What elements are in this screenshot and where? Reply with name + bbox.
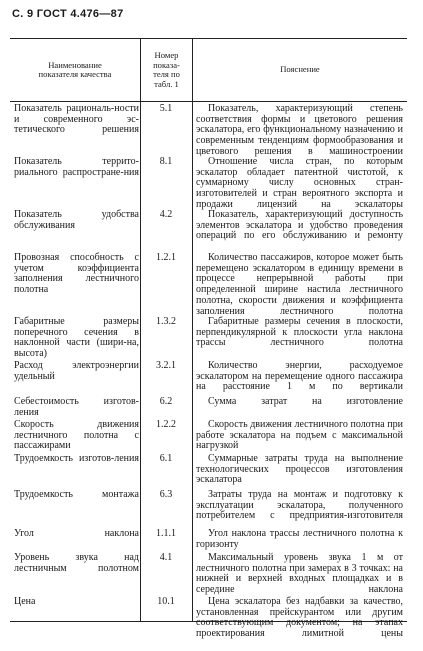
indicator-name: Цена (14, 596, 36, 607)
indicator-name: Трудоемкость изготов-ления (14, 453, 139, 464)
indicator-number: 4.1 (159, 552, 173, 563)
indicator-name: Габаритные размеры поперечного сечения в наклонной части (шири-на, высота) (14, 316, 139, 360)
indicator-name: Трудоемкость монтажа (14, 489, 139, 500)
indicator-explanation: Угол наклона трассы лестничного полотна к горизонту (196, 528, 403, 550)
header-divider (10, 101, 407, 102)
indicator-explanation: Количество энергии, расходуемое эскалатором на перемещение одного пассажира на расстояние 1 м по вертикали (196, 360, 403, 393)
indicator-explanation: Максимальный уровень звука 1 м от лестничного полотна при замерах в 3 точках: на нижней и верхней входных площадках и в середине наклона (196, 552, 403, 596)
indicator-number: 1.2.2 (156, 419, 176, 430)
indicator-number: 1.2.1 (156, 252, 176, 263)
indicator-explanation: Сумма затрат на изготовление (208, 396, 403, 407)
indicator-name: Расход электроэнергии удельный (14, 360, 139, 382)
indicator-name: Себестоимость изготов-ления (14, 396, 139, 418)
indicator-explanation: Габаритные размеры сечения в плоскости, перпендикулярной к плоскости угла наклона трассы лестничного полотна (196, 316, 403, 349)
column-header-explanation: Пояснение (280, 64, 320, 75)
indicator-explanation: Затраты труда на монтаж и подготовку к эксплуатации эскалатора, полученного потребителем с предприятия-изготовителя (196, 489, 403, 522)
indicator-explanation: Отношение числа стран, по которым эскалатор обладает патентной чистотой, к суммарному числу основных стран-изготовителей и стран вероятного экспорта и продажи лицензий на эскалаторы (196, 156, 403, 210)
indicator-explanation: Скорость движения лестничного полотна при работе эскалатора на подъем с максимальной нагрузкой (196, 419, 403, 452)
indicator-name: Провозная способность с учетом коэффициента заполнения лестничного полотна (14, 252, 139, 296)
indicator-name: Скорость движения лестничного полотна с пассажирами (14, 419, 139, 452)
indicator-explanation: Количество пассажиров, которое может быть перемещено эскалатором в единицу времени в процессе непрерывной работы при определенной ширине настила лестничного полотна, скорости движения и коэффициента заполнения лестничного полотна (196, 252, 403, 317)
indicator-explanation: Суммарные затраты труда на выполнение технологических процессов изготовления эскалатора (196, 453, 403, 486)
column-divider (140, 39, 141, 621)
indicator-number: 6.1 (159, 453, 173, 464)
quality-indicators-table (10, 38, 407, 640)
indicator-number: 6.3 (159, 489, 173, 500)
indicator-explanation: Показатель, характеризующий доступность элементов эскалатора и удобство проведения операций по его обслуживанию и ремонту (196, 209, 403, 242)
indicator-number: 10.1 (157, 596, 175, 607)
indicator-number: 6.2 (159, 396, 173, 407)
indicator-number: 3.2.1 (156, 360, 176, 371)
page-header: С. 9 ГОСТ 4.476—87 (12, 8, 124, 20)
column-header-number: Номер показа- теля по табл. 1 (153, 50, 180, 89)
indicator-name: Уровень звука над лестничным полотном (14, 552, 139, 574)
indicator-number: 8.1 (159, 156, 173, 167)
indicator-number: 4.2 (159, 209, 173, 220)
indicator-number: 5.1 (159, 103, 173, 114)
indicator-number: 1.1.1 (156, 528, 176, 539)
indicator-explanation: Цена эскалатора без надбавки за качество, установленная прейскурантом или другим соответствующим документом; на этапах проектирования лимитной цены (196, 596, 403, 640)
column-divider (192, 39, 193, 621)
indicator-explanation: Показатель, характеризующий степень соответствия формы и цветового решения эскалатора, его функциональному назначению и современным тенденциям формообразования и цветового решения в машиностроении (196, 103, 403, 157)
indicator-name: Показатель удобства обслуживания (14, 209, 139, 231)
indicator-name: Показатель террито-риального распростране-ния (14, 156, 139, 178)
indicator-number: 1.3.2 (156, 316, 176, 327)
indicator-name: Угол наклона (14, 528, 139, 539)
column-header-name: Наименование показателя качества (38, 59, 112, 79)
indicator-name: Показатель рациональ-ности и современного эс-тетического решения (14, 103, 139, 136)
